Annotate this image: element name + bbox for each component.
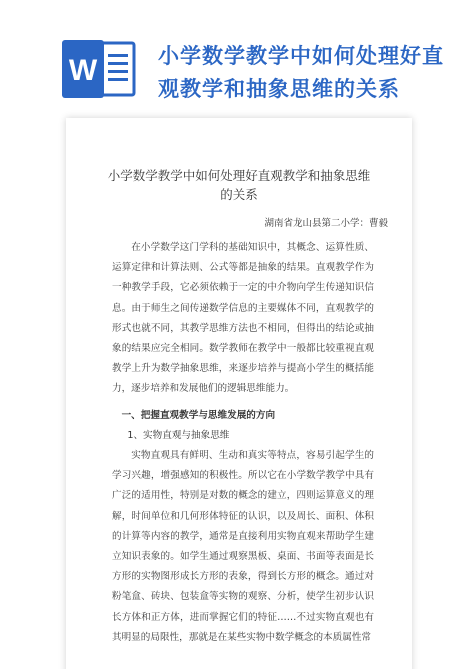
body-paragraph: 在小学数学这门学科的基础知识中，其概念、运算性质、运算定律和计算法则、公式等都是抽象的结果。直观教学作为一种教学手段，它必须依赖于一定的中介物向学生传递知识信息。由于师生之间传递数学信息的主要媒体不同，直观教学的形式也就不同，其教学思维方法也不相同，但得出的结论或抽象的结果应完全相同。数学教师在教学中一般都比较重视直观教学上升为数学抽象思维，来逐步培养与提高小学生的概括能力，逐步培养和发展他们的逻辑思维能力。 xyxy=(112,242,374,395)
document-body xyxy=(112,238,374,648)
banner-title-line-1: 小学数学教学中如何处理好直 xyxy=(158,44,444,68)
word-document-icon xyxy=(62,40,136,98)
section-heading: 一、把握直观教学与思维发展的方向 xyxy=(121,409,276,421)
body-paragraph: 实物直观具有鲜明、生动和真实等特点，容易引起学生的学习兴趣，增强感知的积极性。所以它在小学数学教学中具有广泛的适用性，特别是对数的概念的建立，四则运算意义的理解，时间单位和几何形体特征的认识，以及周长、面积、体积的计算等内容的教学，通常是直接利用实物直观来帮助学生建立知识表象的。如学生通过观察黑板、桌面、书面等表面是长方形的实物图形成长方形的表象，得到长方形的概念。通过对粉笔盒、砖块、包装盒等实物的观察、分析，使学生初步认识长方体和正方体，进而掌握它们的特征……不过实物直观也有其明显的局限性，那就是在某些实物中数学概念的本质属性常 xyxy=(112,450,374,643)
subsection-heading: 1、实物直观与抽象思维 xyxy=(127,429,230,441)
document-author: 湖南省龙山县第二小学：曹毅 xyxy=(264,218,388,229)
document-title xyxy=(82,166,396,204)
document-title-line-1: 小学数学教学中如何处理好直观教学和抽象思维 xyxy=(107,168,371,183)
banner-title xyxy=(158,40,458,106)
document-title-line-2: 的关系 xyxy=(220,187,258,202)
header-banner xyxy=(0,0,474,118)
document-page xyxy=(66,118,412,669)
banner-title-line-2: 观教学和抽象思维的关系 xyxy=(158,77,400,101)
word-logo-letter: W xyxy=(68,54,98,87)
